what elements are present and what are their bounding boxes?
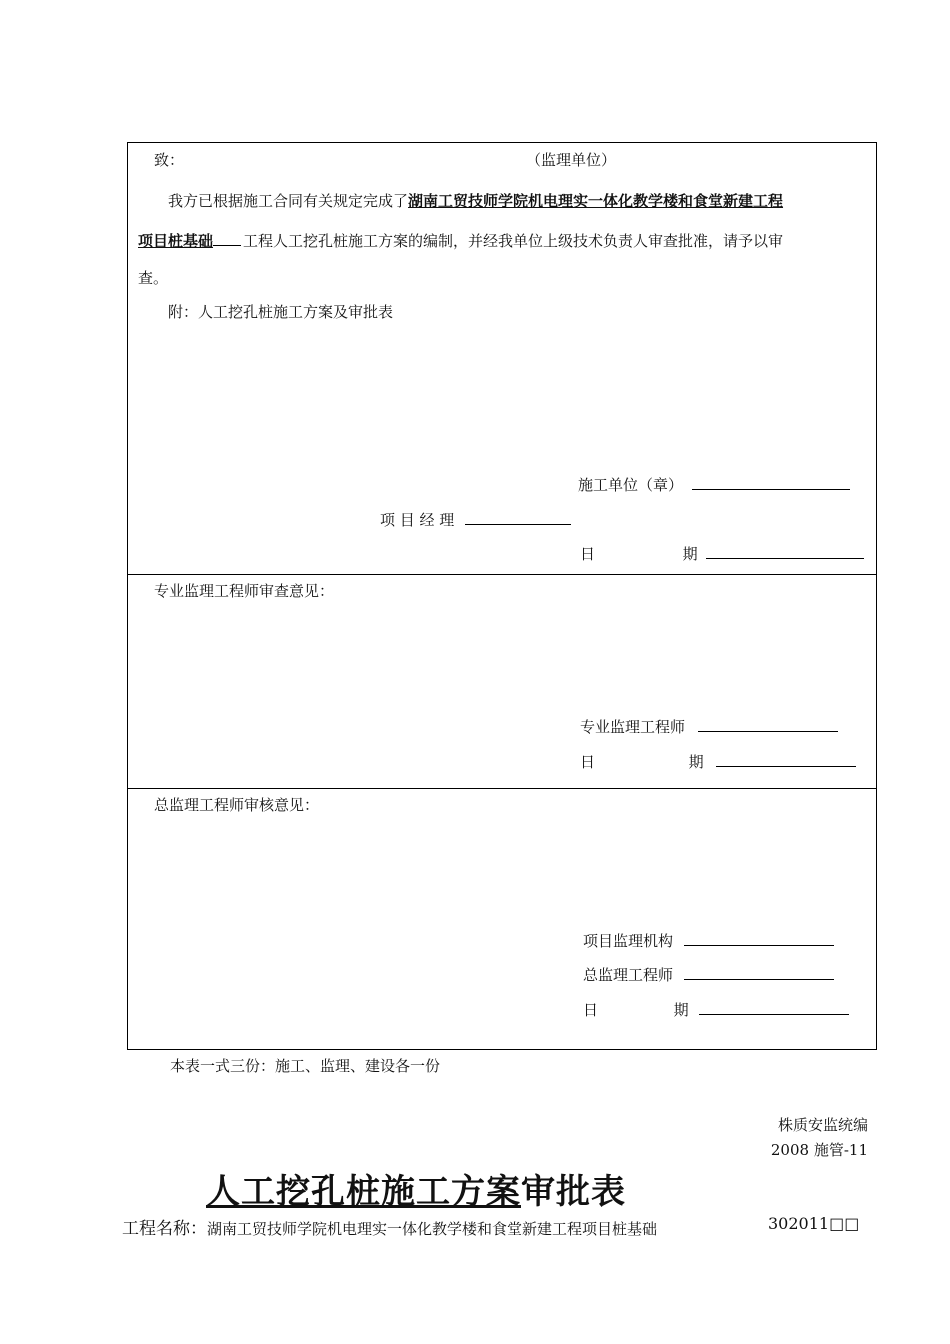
manager-label: 项 目 经 理 <box>380 511 455 529</box>
specialist-review-section <box>128 574 876 789</box>
title-part-1: 人工挖孔桩施工方案 <box>206 1172 521 1212</box>
paragraph-suffix: 工程人工挖孔桩施工方案的编制，并经我单位上级技术负责人审查批准，请予以审 <box>243 232 784 250</box>
form-code: 2008 施管-11 <box>770 1141 868 1159</box>
to-label: 致： <box>154 151 185 169</box>
chief-review-section <box>128 788 876 1049</box>
project-label: 工程名称： <box>122 1219 207 1239</box>
contractor-label: 施工单位（章） <box>578 476 684 494</box>
submission-section <box>128 143 876 575</box>
supervision-org-row <box>583 930 834 951</box>
chief-engineer-label: 总监理工程师 <box>583 966 674 984</box>
project-name-row <box>122 1214 657 1239</box>
paragraph-prefix: 我方已根据施工合同有关规定完成了 <box>168 192 409 210</box>
project-name-line1: 湖南工贸技师学院机电理实一体化教学楼和食堂新建工程 <box>408 192 784 210</box>
manager-row <box>380 509 571 530</box>
date-char-ri: 日 <box>580 545 596 563</box>
attachment-line: 附：人工挖孔桩施工方案及审批表 <box>168 303 394 321</box>
date-char-ri: 日 <box>580 753 596 771</box>
specialist-engineer-label: 专业监理工程师 <box>580 718 686 736</box>
chief-engineer-line <box>684 965 834 980</box>
specialist-signature-line <box>698 717 838 732</box>
contractor-signature-line <box>692 475 850 490</box>
project-name-line2: 项目桩基础 <box>138 232 214 250</box>
serial-number: 302011□□ <box>768 1214 860 1233</box>
paragraph-line-2 <box>138 230 783 251</box>
supervision-org-line <box>684 931 834 946</box>
footer-note: 本表一式三份：施工、监理、建设各一份 <box>170 1057 441 1075</box>
date-char-qi: 期 <box>688 753 704 771</box>
contractor-row <box>578 474 850 495</box>
date-char-ri: 日 <box>583 1001 599 1019</box>
date-char-qi: 期 <box>682 545 698 563</box>
specialist-heading: 专业监理工程师审查意见： <box>154 582 335 600</box>
project-name: 湖南工贸技师学院机电理实一体化教学楼和食堂新建工程项目桩基础 <box>207 1220 658 1238</box>
paragraph-line-1 <box>168 190 783 211</box>
date-row-2 <box>580 751 856 772</box>
chief-heading: 总监理工程师审核意见： <box>154 796 320 814</box>
manager-signature-line <box>465 510 571 525</box>
supervisor-unit-label: （监理单位） <box>526 151 617 169</box>
paragraph-tail: 查。 <box>138 269 169 287</box>
supervision-org-label: 项目监理机构 <box>583 932 674 950</box>
approval-form-table <box>127 142 877 1050</box>
blank-underline <box>213 231 241 246</box>
specialist-engineer-row <box>580 716 838 737</box>
title-part-2: 审批表 <box>521 1172 626 1212</box>
date-char-qi: 期 <box>673 1001 689 1019</box>
publisher-label: 株质安监统编 <box>777 1116 868 1134</box>
date-line-2 <box>716 752 856 767</box>
date-line-1 <box>706 544 864 559</box>
chief-engineer-row <box>583 964 834 985</box>
page-title <box>206 1164 626 1213</box>
date-row-1 <box>580 543 864 564</box>
date-line-3 <box>699 1000 849 1015</box>
date-row-3 <box>583 999 849 1020</box>
